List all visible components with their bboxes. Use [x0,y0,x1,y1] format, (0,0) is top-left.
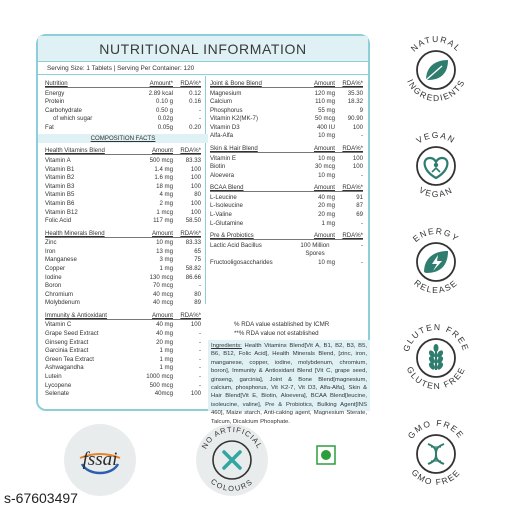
row-rda: - [198,355,201,363]
table-row [45,282,201,291]
ingredients-text: Health Vitamins Blend[Vit A, B1, B2, B3, B5, B6, B12, Folic Acid], Health Minerals Blend, [zinc, iron, manganese, copper, iodine, molybdenum, chromium, boron], Immunity & Antioxidant Blend [Vit C, grape seed, ginseng, garcinia], Joint & Bone Blend[magnesium, calcium, phosphorus, Vit K2-7, Vit D3, Alfa-Alfa], Skin & Hair Blend[Vit E, Biotin, Aloevera], BCAA Blend[leucine, isoleucine, valine], Pre & Probiotics, Bulking Agent[INS 460], Maize starch, Anti-caking agent, Magnesium Sterate, Talcum, Dicalcium Phosphate. [211,343,367,425]
row-label: Carbohydrate [45,106,82,114]
row-label: Calcium [210,98,233,106]
row-label: L-Leucine [210,193,237,201]
row-amount: 1.4 mg [154,165,173,173]
row-amount: 130 mcg [149,273,173,281]
vitamins-section [45,146,201,225]
header-rda: RDA%* [180,229,201,237]
row-label: Protein [45,98,65,106]
row-amount: 10 mg [318,171,335,179]
table-row [210,132,363,141]
table-row [45,217,201,226]
natural-ingredients-badge [396,30,476,110]
table-row [45,174,201,183]
row-amount: 10 mg [318,258,335,266]
energy-release-badge [396,222,476,302]
nutrition-section [45,79,201,132]
probiotics-section [210,231,363,267]
row-rda: - [360,241,363,249]
header-rda: RDA%* [342,232,363,240]
row-label: Alfa-Alfa [210,132,234,140]
row-rda: - [198,338,201,346]
row-label: Energy [45,89,65,97]
table-row [45,390,201,399]
table-row [45,107,201,116]
table-row [45,364,201,373]
table-row [210,155,363,164]
table-row [210,194,363,203]
row-rda: 100 [190,321,201,329]
table-row [45,339,201,348]
header-amount: Amount [151,229,173,237]
energy-leaf-icon [424,251,448,273]
row-rda: 35.30 [347,89,363,97]
header-rda: RDA%* [180,311,201,319]
table-row [210,115,363,124]
row-rda: 100 [190,174,201,182]
row-rda: - [198,347,201,355]
row-rda: - [198,330,201,338]
row-rda: 100 [352,163,363,171]
row-label: Iodine [45,273,62,281]
row-amount: 1 mg [159,265,173,272]
row-amount: 40 mg [318,193,335,201]
table-row [45,115,201,124]
wheat-icon [428,344,445,371]
row-amount: 500 mcg [149,156,173,164]
badge-top-text: ENERGY [410,225,462,244]
row-rda: 18.32 [347,98,363,106]
gmo-free-badge [396,414,476,494]
composition-band: COMPOSITION FACTS [38,134,208,143]
header-amount: Amount [313,184,335,192]
row-rda: 0.20 [189,123,201,131]
row-amount: 100 Million Spores [300,241,330,258]
immunity-section [45,311,201,399]
row-amount: 1 mg [159,364,173,372]
row-rda: 83.33 [185,239,201,247]
row-amount: 55 mg [318,106,335,114]
section-header [45,229,201,238]
section-header [45,311,201,320]
row-amount: 110 mg [315,98,335,106]
svg-text:ENERGY [411,226,462,244]
section-header [210,79,363,88]
header-amount: Amount [313,145,335,153]
leaf-icon [426,60,448,80]
row-rda: 90.90 [347,115,363,123]
right-column [210,76,363,267]
fssai-text: fssai [82,449,118,470]
row-label: Copper [45,265,65,272]
badge-bottom-text: GLUTEN FREE [404,364,468,392]
row-amount: 50 mcg [315,115,335,123]
row-amount: 40 mcg [153,290,173,298]
table-row [45,248,201,257]
section-header [210,231,363,240]
row-label: Molybdenum [45,299,80,307]
row-amount: 1 mg [321,219,335,227]
row-rda: - [198,106,201,114]
badge-bottom-text: RELEASE [412,277,460,296]
row-amount: 120 mg [314,89,335,97]
row-label: L-Glutamine [210,219,244,227]
svg-text:GMO FREE [410,467,463,487]
table-row [210,242,363,259]
table-row [45,274,201,283]
row-label: Chromium [45,290,74,298]
row-rda: 0.12 [189,89,201,97]
row-rda: - [198,115,201,123]
minerals-section [45,229,201,308]
table-row [45,356,201,365]
row-rda: 100 [190,182,201,190]
dna-icon [428,444,444,464]
section-title: BCAA Blend [210,184,244,192]
table-row [45,157,201,166]
row-amount: 117 mg [153,217,173,225]
badge-top-text: GMO FREE [405,417,467,441]
row-label: Lycopene [45,381,72,389]
row-rda: 100 [352,154,363,162]
row-amount: 10 mg [318,154,335,162]
svg-text:INGREDIENTS [405,77,467,103]
row-label: Fat [45,123,54,131]
section-title: Pre & Probiotics [210,232,254,240]
row-rda: - [198,373,201,381]
row-label: Vitamin B5 [45,191,75,199]
heart-person-icon [425,158,448,178]
table-row [45,183,201,192]
row-rda: 58.82 [185,265,201,272]
table-row [45,382,201,391]
row-label: Vitamin B1 [45,165,75,173]
row-label: L-Isoleucine [210,202,243,210]
row-amount: 40 mg [156,330,173,338]
row-rda: 86.66 [185,273,201,281]
row-label: of which sugar [53,115,93,123]
row-amount: 0.50 g [156,106,173,114]
section-title: Skin & Hair Blend [210,145,258,153]
row-label: Green Tea Extract [45,355,94,363]
row-rda: 80 [194,290,201,298]
panel-title: NUTRITIONAL INFORMATION [38,36,368,62]
row-label: Ashwagandha [45,364,84,372]
row-amount: 400 IU [317,123,335,131]
row-rda: - [360,171,363,179]
row-rda: 0.16 [189,98,201,106]
section-title: Immunity & Antioxidant [45,311,107,319]
table-row [210,107,363,116]
column-divider [205,76,206,304]
row-amount: 3 mg [159,256,173,264]
row-label: Vitamin K2(MK-7) [210,115,258,123]
row-rda: 9 [359,106,363,114]
row-amount: 10 mg [318,132,335,140]
nutrition-rows [45,90,201,133]
rda-note: **% RDA value not established [234,329,319,337]
vegan-badge [396,126,476,206]
row-amount: 40mcg [154,390,173,398]
row-label: Zinc [45,239,57,247]
table-row [210,124,363,133]
row-amount: 2.89 kcal [148,89,173,97]
row-label: Vitamin B2 [45,174,75,182]
table-row [45,191,201,200]
row-label: Vitamin B6 [45,199,75,207]
row-amount: 1000 mcg [146,373,173,381]
table-row [210,202,363,211]
row-rda: - [198,282,201,290]
table-row [45,166,201,175]
fssai-logo [60,420,140,500]
header-rda: RDA%* [180,147,201,155]
bcaa-section [210,183,363,228]
row-rda: 100 [190,199,201,207]
header-rda: RDA%* [342,80,363,87]
table-row [45,330,201,339]
badge-top-text: GLUTEN FREE [400,321,472,353]
row-amount: 1.6 mg [154,174,173,182]
row-rda: - [360,219,363,227]
row-rda: 100 [352,123,363,131]
row-label: Vitamin B12 [45,208,78,216]
section-header [45,79,201,88]
header-amount: Amount [151,311,173,319]
logo-bottom-text: COLOURS [209,476,255,494]
left-column [45,76,201,399]
ingredients-label: Ingredients: [211,343,242,349]
gluten-free-badge [396,318,476,398]
rda-note: % RDA value established by ICMR [234,321,330,328]
row-amount: 1 mg [159,347,173,355]
row-amount: 500 mcg [149,381,173,389]
row-rda: - [360,132,363,140]
row-label: Vitamin D3 [210,123,240,131]
header-rda: RDA%* [342,145,363,153]
table-row [45,124,201,133]
header-amount: Amount [313,232,335,240]
table-row [45,265,201,274]
table-row [45,256,201,265]
section-title: Health Vitamins Blend [45,147,105,155]
row-label: Vitamin A [45,156,71,164]
serving-info: Serving Size: 1 Tablets | Serving Per Container: 120 [38,62,368,75]
table-row [210,211,363,220]
table-row [210,220,363,229]
svg-text:VEGAN [417,185,454,199]
section-title: Joint & Bone Blend [210,80,262,87]
row-label: Grape Seed Extract [45,330,99,338]
badge-bottom-text: GMO FREE [409,467,463,488]
row-amount: 20 mg [156,338,173,346]
row-rda: - [360,258,363,266]
row-rda: 83.33 [185,156,201,164]
badge-bottom-text: INGREDIENTS [405,77,467,104]
nutrition-panel [36,34,370,425]
row-rda: 65 [194,247,201,255]
row-label: Aloevera [210,171,235,179]
row-label: Lactic Acid Bacillus [210,241,262,249]
table-row [45,98,201,107]
row-amount: 40 mg [156,321,173,329]
svg-text:VEGAN [414,130,457,146]
row-label: Ginseng Extract [45,338,89,346]
table-row [210,90,363,99]
badge-bottom-text: VEGAN [417,184,455,200]
veg-mark-icon [316,445,336,465]
row-label: Garcinia Extract [45,347,89,355]
row-label: Vitamin E [210,154,236,162]
header-label: Nutrition [45,80,68,87]
row-amount: 10 mg [156,239,173,247]
row-amount: 18 mg [156,182,173,190]
table-row [45,347,201,356]
skin-section [210,144,363,180]
row-amount: 1 mg [159,355,173,363]
badge-top-text: VEGAN [414,129,458,146]
table-row [45,321,201,330]
row-rda: 87 [356,202,363,210]
row-label: Lutein [45,373,62,381]
row-amount: 0.02g [157,115,173,123]
table-row [45,90,201,99]
svg-text:GMO FREE [406,418,467,441]
header-rda: RDA%* [180,80,201,87]
row-amount: 70 mcg [153,282,173,290]
header-amount: Amount* [149,80,173,87]
table-row [45,239,201,248]
row-rda: 100 [190,165,201,173]
row-amount: 13 mg [156,247,173,255]
header-rda: RDA%* [342,184,363,192]
section-title: Health Minerals Blend [45,229,105,237]
row-label: Vitamin C [45,321,72,329]
joint-section [210,79,363,141]
row-label: L-Valine [210,211,232,219]
row-label: Manganese [45,256,77,264]
row-amount: 0.10 g [156,98,173,106]
row-amount: 40 mcg [153,299,173,307]
section-header [210,183,363,192]
no-artificial-colours-logo [192,420,272,500]
row-amount: 1 mcg [156,208,173,216]
table-row [45,200,201,209]
row-label: Biotin [210,163,226,171]
rda-notes [234,321,329,338]
row-rda: 100 [190,208,201,216]
row-label: Selenate [45,390,70,398]
row-rda: 100 [190,390,201,398]
badge-top-text: NATURAL [408,33,464,54]
row-rda: 69 [356,211,363,219]
row-label: Iron [45,247,56,255]
row-label: Fructooligosaccharides [210,258,273,266]
row-rda: 91 [356,193,363,201]
section-header [210,144,363,153]
ingredients-box [208,340,370,425]
row-rda: - [198,364,201,372]
table-row [210,259,363,268]
table-row [45,373,201,382]
row-label: Phosphorus [210,106,243,114]
table-row [210,98,363,107]
logo-top-text: NO ARTIFICIAL [199,424,265,451]
row-label: Vitamin B3 [45,182,75,190]
row-label: Boron [45,282,62,290]
row-label: Folic Acid [45,217,72,225]
row-amount: 2 mg [159,199,173,207]
table-row [210,163,363,172]
header-amount: Amount [151,147,173,155]
section-header [45,146,201,155]
table-row [45,209,201,218]
watermark-id: s-67603497 [4,490,78,506]
table-row [45,299,201,308]
row-amount: 4 mg [159,191,173,199]
row-label: Magnesium [210,89,242,97]
header-amount: Amount [313,80,335,87]
row-rda: 58.50 [185,217,201,225]
row-amount: 30 mcg [315,163,335,171]
row-rda: 80 [194,191,201,199]
table-row [210,172,363,181]
row-rda: 89 [194,299,201,307]
row-amount: 20 mg [318,202,335,210]
table-row [45,291,201,300]
row-rda: - [198,381,201,389]
row-amount: 0.05g [157,123,173,131]
row-amount: 20 mg [318,211,335,219]
row-rda: 75 [194,256,201,264]
